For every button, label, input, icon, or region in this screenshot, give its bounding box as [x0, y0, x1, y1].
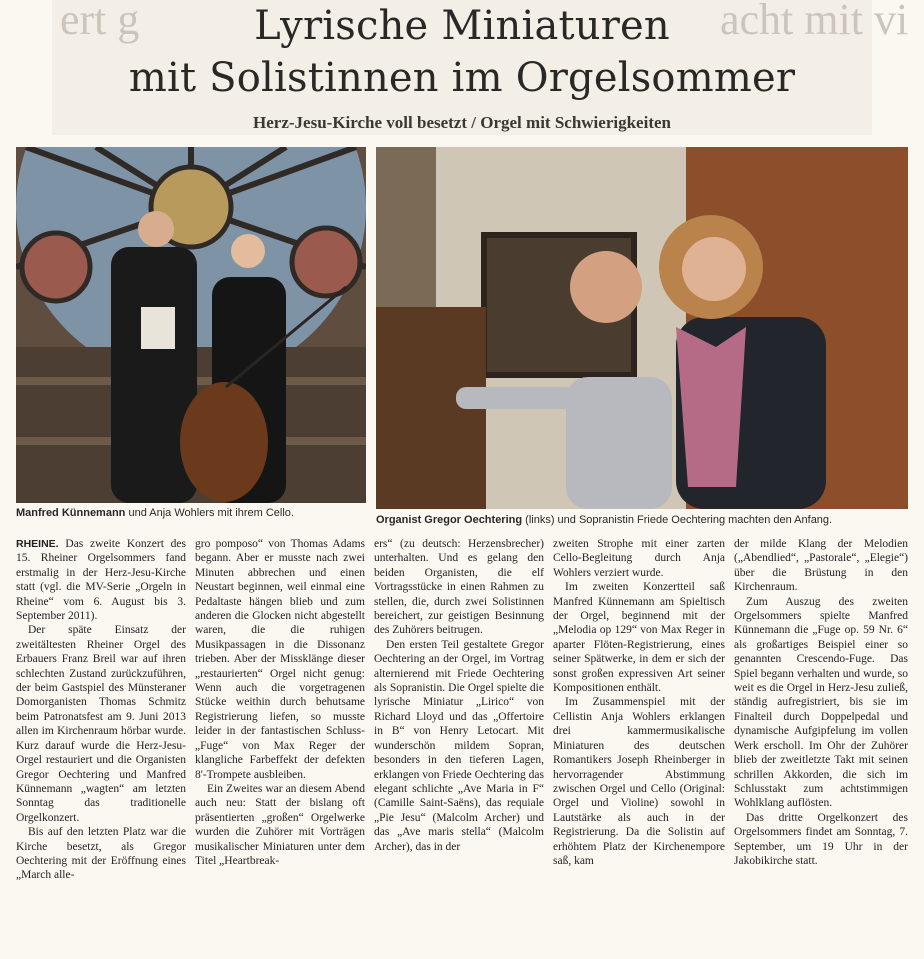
article-paragraph: Bis auf den letzten Platz war die Kirche besetzt, als Gregor Oechtering mit der Eröffnung eines „March alle-	[16, 826, 186, 882]
article-paragraph: ers“ (zu deutsch: Herzensbrecher) unterhalten. Und es gelang den beiden Organisten, die elf Vortragsstücke in einen Rahmen zu stellen, die, durch zwei Solistinnen bereichert, zur geistigen Besinnung des Zuhörers beitrugen.	[374, 538, 544, 637]
dateline: RHEINE.	[16, 538, 59, 550]
headline-line-1: Lyrische Miniaturen	[254, 3, 670, 49]
photo-illustration	[376, 147, 908, 509]
bleed-through-text: acht mit vi	[720, 0, 909, 44]
photo-kuennemann-wohlers	[16, 147, 366, 503]
article-column-4	[553, 537, 725, 868]
photo-oechtering	[376, 147, 908, 509]
article-column-3	[374, 537, 544, 854]
article-column-2	[195, 537, 365, 868]
article-paragraph: Im zweiten Konzertteil saß Manfred Künnemann am Spieltisch der Orgel, beginnend mit der „Melodia op 129“ von Max Reger in aparter Flöten-Registrierung, eines seiner Spätwerke, in dem er sich der sonst großen expressiven Art seiner Kompositionen enthält.	[553, 581, 725, 695]
article-paragraph: Den ersten Teil gestaltete Gregor Oechtering an der Orgel, im Vortrag alternierend mit Friede Oechtering als Sopranistin. Die Orgel spielte die lyrische Miniatur „Lirico“ von Richard Lloyd und das „Offertoire in B“ von Henry Letocart. Mit wunderschön mildem Sopran, besonders in den tieferen Lagen, erklangen von Friede Oechtering das elegant schlichte „Ave Maria in F“ (Camille Saint-Saëns), das requiale „Pie Jesu“ (Malcolm Archer) und das „Ave maris stella“ (Malcolm Archer), das in der	[374, 638, 544, 853]
photo-illustration	[16, 147, 366, 503]
headline-line-2: mit Solistinnen im Orgelsommer	[128, 55, 796, 101]
article-column-5	[734, 537, 908, 868]
article-paragraph: zweiten Strophe mit einer zarten Cello-Begleitung durch Anja Wohlers verziert wurde.	[553, 538, 725, 579]
article-paragraph: gro pomposo“ von Thomas Adams begann. Aber er musste nach zwei Minuten abbrechen und einen Neustart beginnen, weil einmal eine Pedaltaste hängen blieb und zum anderen die Glocken nicht abgestellt waren, die die ruhigen Musikpassagen in die Dissonanz trieben. Aber der Missklänge dieser „restaurierten“ Orgel nicht genug: Wenn auch die vorgetragenen Stücke weithin durch behutsame Registrierung liefen, so musste leider in der fantastischen Schluss-„Fuge“ von Max Reger der klangliche Farbeffekt der defekten 8'-Trompete ausbleiben.	[195, 538, 365, 781]
photo-caption-left: Manfred Künnemann und Anja Wohlers mit ihrem Cello.	[16, 507, 294, 519]
article-paragraph: Der späte Einsatz der zweitältesten Rheiner Orgel des Erbauers Franz Breil war auf ihren schlechten Zustand zurückzuführen, der beim Gastspiel des Münsteraner Domorganisten Thomas Schmitz beim Patronatsfest am 9. Juni 2013 allen im Kirchenraum hörbar wurde. Kurz darauf wurde die Herz-Jesu-Orgel restauriert und die Organisten Gregor Oechtering und Manfred Künnemann „wagten“ am letzten Sonntag das traditionelle Orgelkonzert.	[16, 624, 186, 824]
photo-caption-right: Organist Gregor Oechtering (links) und Sopranistin Friede Oechtering machten den Anfang.	[376, 514, 833, 526]
article-paragraph: Zum Auszug des zweiten Orgelsommers spielte Manfred Künnemann die „Fuge op. 59 Nr. 6“ als großartiges Beispiel einer so genannten Crescendo-Fuge. Das Spiel begann verhalten und wurde, so weit es die Orgel in Herz-Jesu zuließ, ständig aufregistriert, bis sie im Finalteil durch Doppelpedal und dynamische Aufgipfelung im vollen Werk erscholl. Im Ohr der Zuhörer blieb der zweitletzte Takt mit seinen schrillen Akkorden, die sich im Schlusstakt zum achtstimmigen Wohlklang auflösten.	[734, 595, 908, 810]
article-paragraph: Das zweite Konzert des 15. Rheiner Orgelsommers fand erstmalig in der Herz-Jesu-Kirche statt (vgl. die MV-Serie „Orgeln in Rheine“ vom 6. August bis 3. September 2011).	[16, 538, 187, 623]
article-paragraph: Das dritte Orgelkonzert des Orgelsommers findet am Sonntag, 7. September, um 19 Uhr in der Jakobikirche statt.	[734, 811, 908, 867]
article-paragraph: Ein Zweites war an diesem Abend auch neu: Statt der bislang oft präsentierten „großen“ Orgelwerke wurden die Zuhörer mit Vorträgen musikalischer Miniaturen unter dem Titel „Heartbreak-	[195, 782, 365, 867]
article-paragraph: Im Zusammenspiel mit der Cellistin Anja Wohlers erklangen drei kammermusikalische Miniaturen des deutschen Romantikers Joseph Rheinberger in hervorragender Abstimmung zwischen Orgel und Cello (Original: Orgel und Violine) sowohl in Lautstärke als auch in der Registrierung. Da die Solistin auf erhöhtem Platz der Kirchenempore saß, kam	[553, 696, 725, 867]
article-paragraph: der milde Klang der Melodien („Abendlied“, „Pastorale“, „Elegie“) über die Brüstung in den Kirchenraum.	[734, 538, 908, 594]
bleed-through-text: ert g	[60, 0, 140, 44]
subheadline: Herz-Jesu-Kirche voll besetzt / Orgel mit Schwierigkeiten	[253, 113, 671, 132]
article-column-1	[16, 537, 186, 883]
